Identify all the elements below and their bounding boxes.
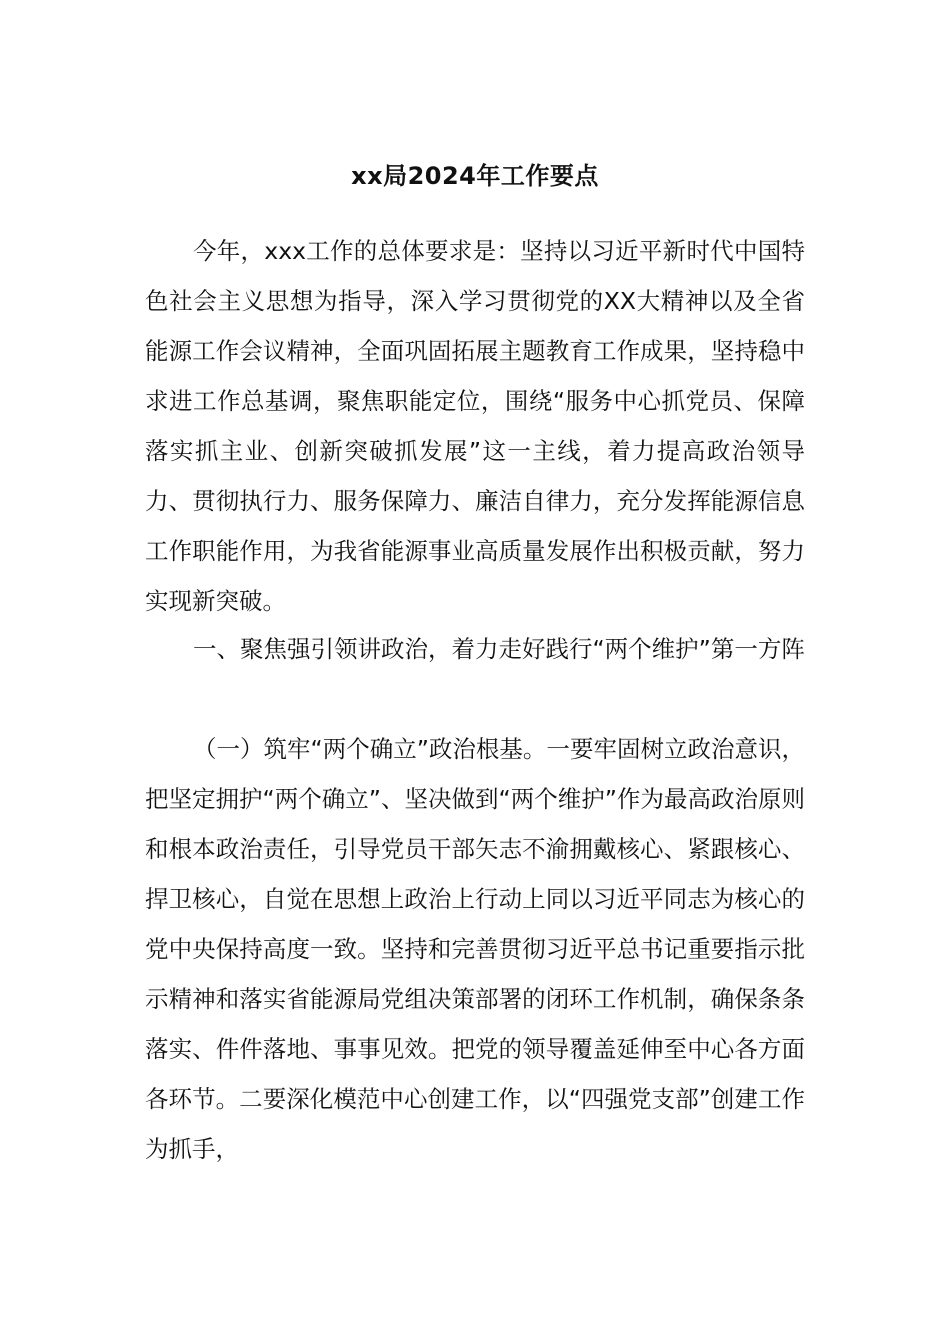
subsection-paragraph-1: （一）筑牢“两个确立”政治根基。一要牢固树立政治意识，把坚定拥护“两个确立”、坚决做到“两个维护”作为最高政治原则和根本政治责任，引导党员干部矢志不渝拥戴核心、紧跟核心、捍卫核心，自觉在思想上政治上行动上同以习近平同志为核心的党中央保持高度一致。坚持和完善贯彻习近平总书记重要指示批示精神和落实省能源局党组决策部署的闭环工作机制，确保条条落实、件件落地、事事见效。把党的领导覆盖延伸至中心各方面各环节。二要深化模范中心创建工作，以“四强党支部”创建工作为抓手，	[145, 735, 805, 1163]
document-title: xx局2024年工作要点	[351, 162, 599, 190]
intro-paragraph: 今年，xxx工作的总体要求是：坚持以习近平新时代中国特色社会主义思想为指导，深入学习贯彻党的XX大精神以及全省能源工作会议精神，全面巩固拓展主题教育工作成果，坚持稳中求进工作总基调，聚焦职能定位，围绕“服务中心抓党员、保障落实抓主业、创新突破抓发展”这一主线，着力提高政治领导力、贯彻执行力、服务保障力、廉洁自律力，充分发挥能源信息工作职能作用，为我省能源事业高质量发展作出积极贡献，努力实现新突破。	[145, 237, 805, 615]
section-heading-1: 一、聚焦强引领讲政治，着力走好践行“两个维护”第一方阵	[193, 635, 805, 663]
